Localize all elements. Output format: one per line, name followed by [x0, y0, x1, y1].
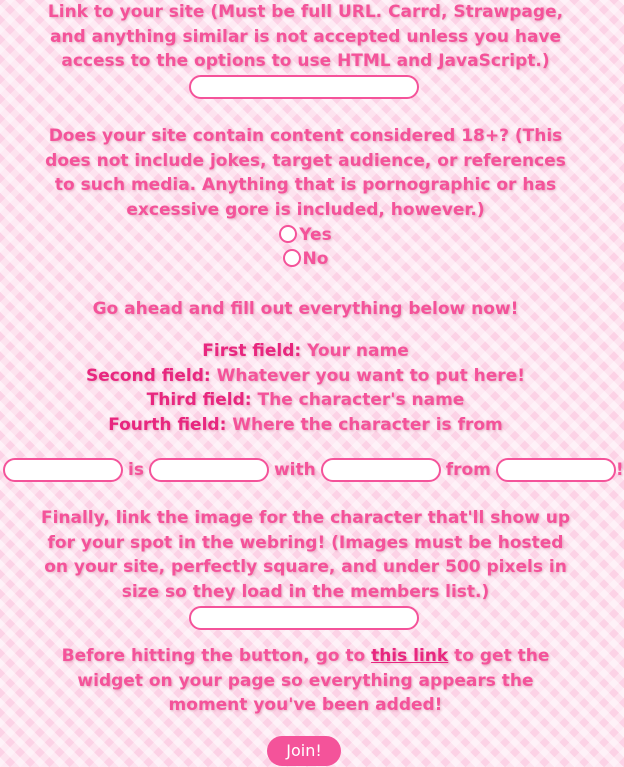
field-desc-4: Where the character is from — [232, 414, 503, 435]
field-label-4: Fourth field: — [108, 414, 227, 435]
image-url-section — [0, 506, 611, 604]
radio-no[interactable] — [0, 247, 611, 271]
connector-exclaim: ! — [615, 460, 624, 480]
adult-content-section — [0, 124, 611, 222]
field-label-3: Third field: — [146, 390, 252, 411]
field-instructions — [0, 339, 611, 437]
site-url-section — [0, 0, 611, 74]
connector-is: is — [128, 460, 144, 480]
widget-note-section — [0, 644, 611, 718]
field-instruction-1 — [0, 339, 611, 364]
radio-yes-label: Yes — [299, 225, 332, 245]
connector-from: from — [445, 460, 491, 480]
site-url-prompt: Link to your site (Must be full URL. Carrd, Strawpage, and anything similar is not accepted unless you have access to the options to use HTML and JavaScript.) — [47, 2, 564, 72]
image-url-input[interactable] — [189, 606, 419, 630]
field-label-2: Second field: — [86, 365, 211, 386]
widget-link[interactable]: this link — [371, 646, 449, 666]
widget-note — [43, 644, 568, 718]
radio-no-circle[interactable] — [283, 249, 301, 267]
field-instruction-3 — [0, 388, 611, 413]
site-url-input[interactable] — [189, 75, 419, 99]
field-label-1: First field: — [202, 341, 302, 361]
adult-content-question: Does your site contain content considered 18+? (This does not include jokes, target audience, or references to such media. Anything that is pornographic or has excessive gore is included, however.) — [45, 126, 566, 220]
field-desc-1: Your name — [307, 341, 409, 361]
field-instruction-4 — [0, 413, 611, 438]
widget-note-before: Before hitting the button, go to — [61, 646, 366, 666]
widget-note-after: to get the widget on your page so everything appears the moment you've been added! — [77, 646, 550, 716]
second-field-input[interactable] — [149, 458, 269, 482]
field-instruction-2 — [0, 364, 611, 389]
field-desc-2: Whatever you want to put here! — [216, 365, 525, 386]
field-desc-3: The character's name — [257, 390, 465, 411]
madlib-row — [3, 457, 624, 483]
first-field-input[interactable] — [3, 458, 123, 482]
third-field-input[interactable] — [321, 458, 441, 482]
connector-with: with — [273, 460, 316, 480]
fourth-field-input[interactable] — [496, 458, 616, 482]
radio-yes-circle[interactable] — [279, 225, 297, 243]
instructions-intro: Go ahead and fill out everything below now! — [92, 299, 519, 319]
join-button[interactable]: Join! — [267, 736, 341, 766]
radio-yes[interactable] — [0, 223, 611, 247]
radio-no-label: No — [302, 249, 329, 269]
image-url-prompt: Finally, link the image for the character that'll show up for your spot in the webring! (Images must be hosted on your site, perfectly square, and under 500 pixels in size so they load in the members list.) — [40, 508, 571, 602]
